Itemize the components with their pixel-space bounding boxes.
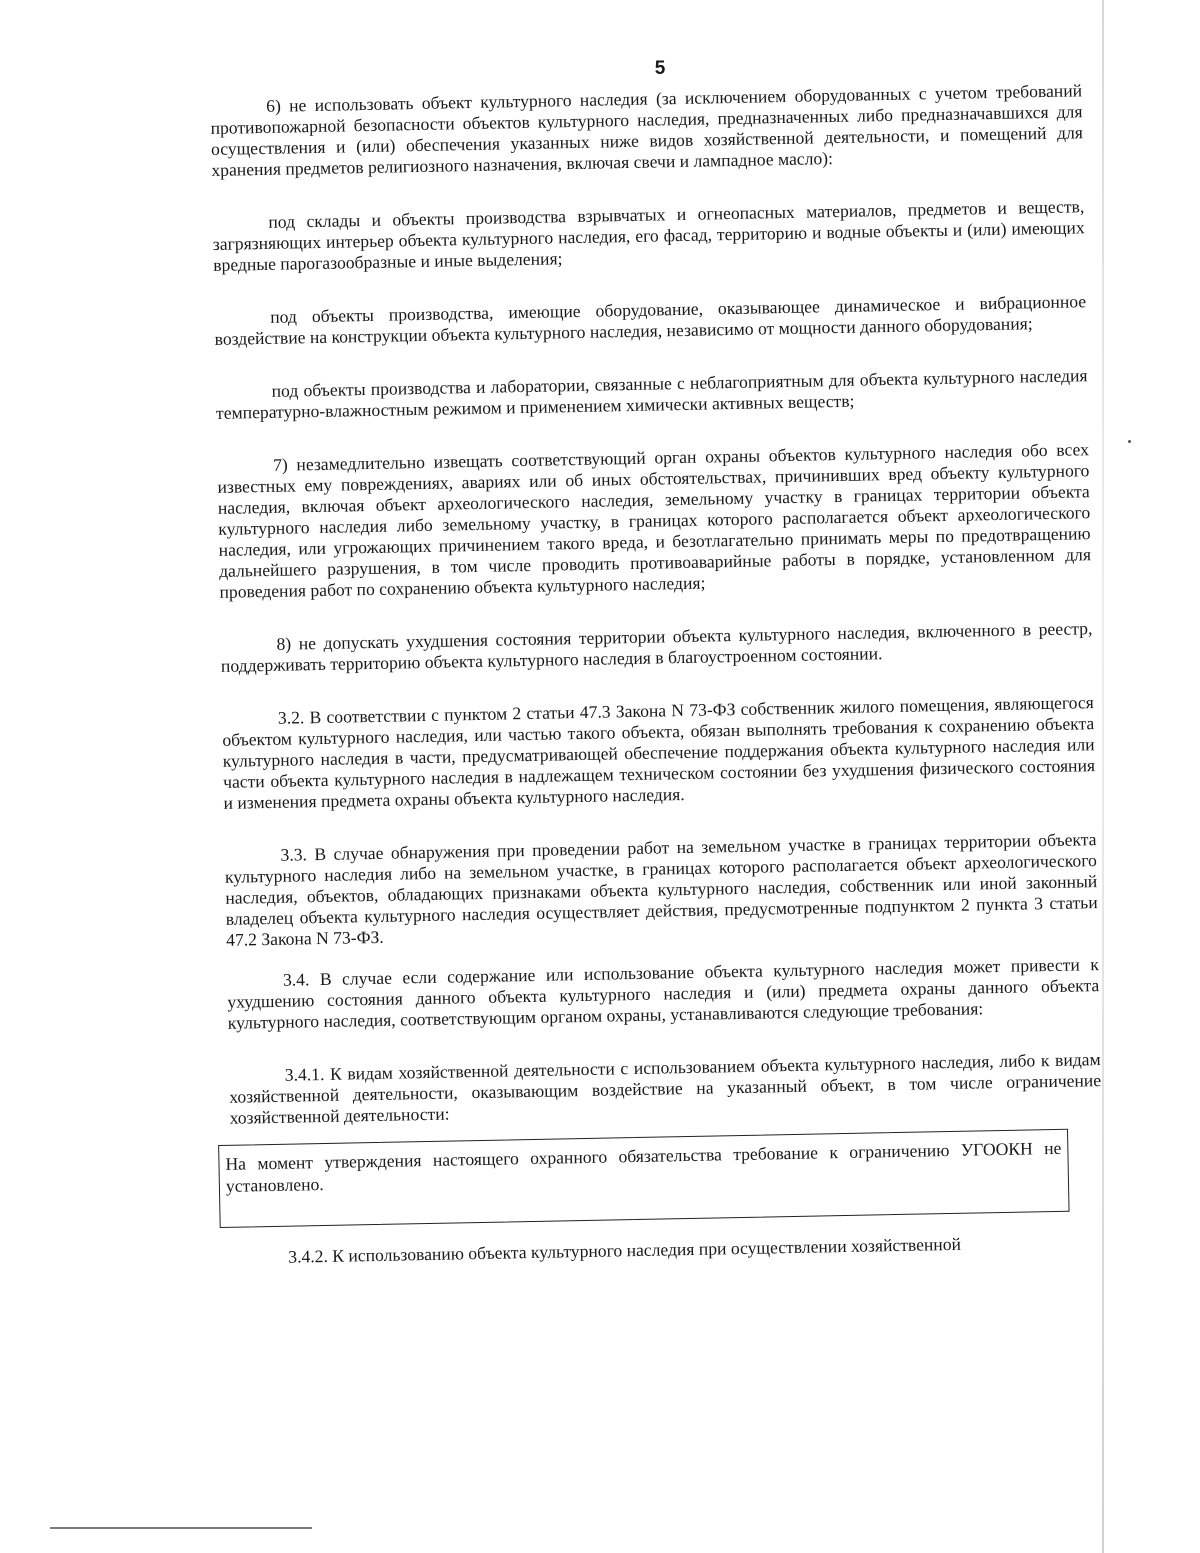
paragraph-production-vibration: под объекты производства, имеющие оборудование, оказывающее динамическое и вибрационное воздействие на конструкции объекта культурного наследия, независимо от мощности данного оборудования; [214, 291, 1087, 349]
paragraph-laboratories: под объекты производства и лаборатории, связанные с неблагоприятным для объекта культурного наследия температурно-влажностным режимом и применением химически активных веществ; [215, 365, 1088, 423]
paragraph-3-4: 3.4. В случае если содержание или использование объекта культурного наследия может привести к ухудшению состояния данного объекта культурного наследия и (или) предмета охраны данного объекта культурного наследия, соответствующим органом охраны, устанавливаются следующие требования: [227, 954, 1100, 1033]
boxed-note-text: На момент утверждения настоящего охранного обязательства требование к ограничению УГООКН не установлено. [225, 1137, 1062, 1196]
paragraph-3-4-2: 3.4.2. К использованию объекта культурного наследия при осуществлении хозяйственной [288, 1233, 962, 1267]
scan-edge-line [1102, 0, 1104, 1553]
paragraph-8: 8) не допускать ухудшения состояния территории объекта культурного наследия, включенного в реестр, поддерживать территорию объекта культурного наследия в благоустроенном состоянии. [220, 618, 1093, 676]
page-number: 5 [654, 58, 666, 79]
paragraph-3-4-1: 3.4.1. К видам хозяйственной деятельности с использованием объекта культурного наследия, либо к видам хозяйственной деятельности, оказывающим воздействие на указанный объект, в том числе ограничение хозяйственной деятельности: [229, 1049, 1102, 1128]
document-body [210, 80, 1105, 1301]
paragraph-warehouses: под склады и объекты производства взрывчатых и огнеопасных материалов, предметов и веществ, загрязняющих интерьер объекта культурного наследия, его фасад, территорию и водные объекты и (или) имеющих вредные парогазообразные и иные выделения; [212, 196, 1085, 275]
boxed-note [218, 1129, 1069, 1228]
paragraph-6: 6) не использовать объект культурного наследия (за исключением оборудованных с учетом требований противопожарной безопасности объектов культурного наследия, предназначенных либо предназначавшихся для осуществления и (или) обеспечения указанных ниже видов хозяйственной деятельности, и помещений для хранения предметов религиозного назначения, включая свечи и лампадное масло): [210, 80, 1084, 180]
scan-speck [1128, 440, 1131, 443]
paragraph-7: 7) незамедлительно извещать соответствующий орган охраны объектов культурного наследия обо всех известных ему повреждениях, авариях или об иных обстоятельствах, причинивших вред объекту культурного наследия, включая объект археологического наследия, земельному участку в границах территории объекта культурного наследия либо земельному участку, в границах которого располагается объект археологического наследия, или угрожающих причинением такого вреда, и безотлагательно принимать меры по предотвращению дальнейшего разрушения, в том числе проводить противоаварийные работы в порядке, установленном для проведения работ по сохранению объекта культурного наследия; [217, 439, 1092, 602]
scan-bottom-line [50, 1527, 312, 1529]
paragraph-3-2: 3.2. В соответствии с пунктом 2 статьи 47.3 Закона N 73-ФЗ собственник жилого помещения, являющегося объектом культурного наследия, или частью такого объекта, обязан выполнять требования к сохранению объекта культурного наследия в части, предусматривающей обеспечение поддержания объекта культурного наследия или части объекта культурного наследия в надлежащем техническом состоянии без ухудшения физического состояния и изменения предмета охраны объекта культурного наследия. [222, 692, 1096, 813]
paragraph-3-3: 3.3. В случае обнаружения при проведении работ на земельном участке в границах территории объекта культурного наследия либо на земельном участке, в границах которого располагается объект археологического наследия, объектов, обладающих признаками объекта культурного наследия, собственник или иной законный владелец объекта культурного наследия осуществляет действия, предусмотренные подпунктом 2 пункта 3 статьи 47.2 Закона N 73-ФЗ. [224, 829, 1098, 950]
